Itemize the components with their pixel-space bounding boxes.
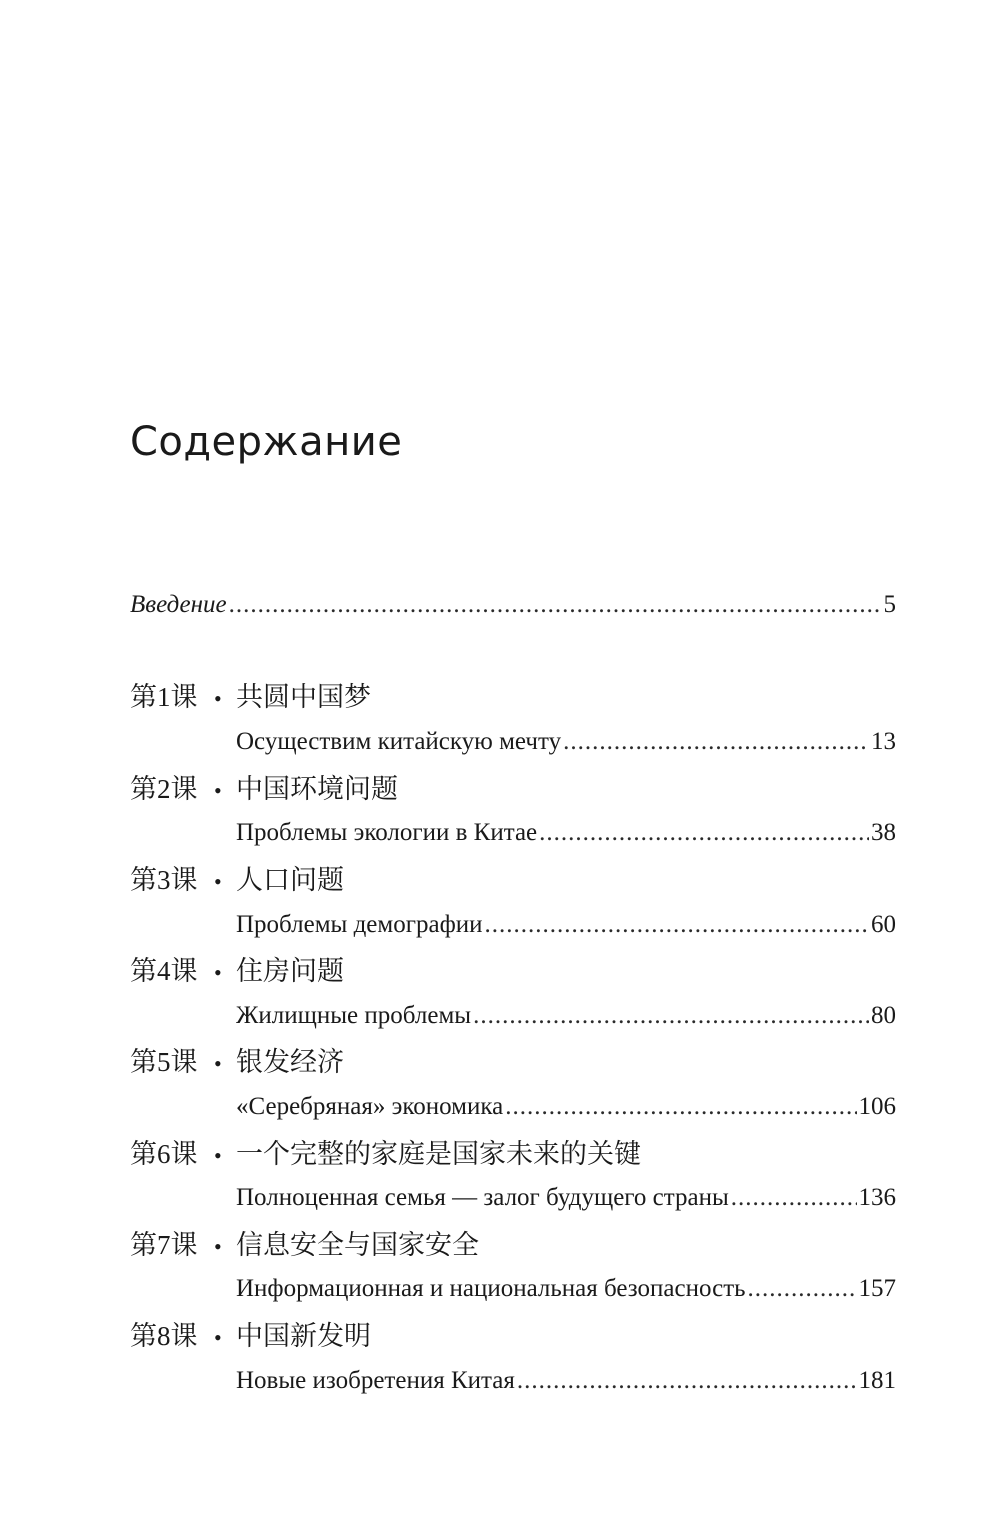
lesson-heading xyxy=(130,681,371,713)
lesson-title-zh: 一个完整的家庭是国家未来的关键 xyxy=(236,1139,641,1169)
bullet: • xyxy=(214,960,222,985)
page-number: 106 xyxy=(858,1093,896,1120)
lesson-title-ru: Проблемы экологии в Китае xyxy=(236,819,538,846)
bullet: • xyxy=(214,1143,222,1168)
bullet: • xyxy=(214,1234,222,1259)
dot-leader xyxy=(517,1366,857,1396)
lesson-heading xyxy=(130,1229,479,1261)
toc-entry-intro xyxy=(130,590,896,620)
lesson-number: 第4课 xyxy=(130,956,198,986)
lesson-title-ru: Полноценная семья — залог будущего страны xyxy=(236,1184,729,1211)
lesson-heading xyxy=(130,1320,371,1352)
dot-leader xyxy=(539,818,869,848)
toc-entry xyxy=(236,1092,896,1122)
lesson-number: 第1课 xyxy=(130,682,198,712)
dot-leader xyxy=(485,910,869,940)
lesson-title-zh: 中国环境问题 xyxy=(236,774,398,804)
lesson-number: 第2课 xyxy=(130,774,198,804)
lesson-heading xyxy=(130,773,398,805)
page-number: 5 xyxy=(883,591,896,618)
page-title: Содержание xyxy=(130,419,403,465)
bullet: • xyxy=(214,686,222,711)
toc-entry xyxy=(236,1274,896,1304)
lesson-title-ru: Информационная и национальная безопасность xyxy=(236,1275,746,1302)
lesson-title-ru: «Серебряная» экономика xyxy=(236,1093,504,1120)
toc-entry xyxy=(236,1001,896,1031)
lesson-title-zh: 信息安全与国家安全 xyxy=(236,1230,479,1260)
lesson-title-zh: 住房问题 xyxy=(236,956,344,986)
toc-entry xyxy=(236,727,896,757)
dot-leader xyxy=(473,1001,869,1031)
lesson-number: 第8课 xyxy=(130,1321,198,1351)
lesson-number: 第3课 xyxy=(130,865,198,895)
lesson-heading xyxy=(130,955,344,987)
dot-leader xyxy=(731,1183,857,1213)
dot-leader xyxy=(505,1092,856,1122)
page-number: 38 xyxy=(871,819,896,846)
lesson-title-zh: 中国新发明 xyxy=(236,1321,371,1351)
toc-entry xyxy=(236,1183,896,1213)
lesson-title-ru: Осуществим китайскую мечту xyxy=(236,728,562,755)
lesson-title-zh: 人口问题 xyxy=(236,865,344,895)
lesson-title-zh: 共圆中国梦 xyxy=(236,682,371,712)
toc-entry xyxy=(236,1366,896,1396)
bullet: • xyxy=(214,1325,222,1350)
page-number: 136 xyxy=(858,1184,896,1211)
bullet: • xyxy=(214,869,222,894)
lesson-title-ru: Новые изобретения Китая xyxy=(236,1367,515,1394)
page-number: 181 xyxy=(858,1367,896,1394)
toc-entry xyxy=(236,818,896,848)
toc-entry-label: Введение xyxy=(130,591,227,618)
page-number: 60 xyxy=(871,911,896,938)
dot-leader xyxy=(563,727,869,757)
dot-leader xyxy=(748,1274,857,1304)
lesson-heading xyxy=(130,864,344,896)
toc-entry xyxy=(236,910,896,940)
lesson-heading xyxy=(130,1046,344,1078)
bullet: • xyxy=(214,778,222,803)
page-number: 80 xyxy=(871,1002,896,1029)
dot-leader xyxy=(229,590,882,620)
bullet: • xyxy=(214,1051,222,1076)
page-number: 157 xyxy=(858,1275,896,1302)
lesson-number: 第6课 xyxy=(130,1139,198,1169)
lesson-title-zh: 银发经济 xyxy=(236,1047,344,1077)
lesson-title-ru: Жилищные проблемы xyxy=(236,1002,472,1029)
page-number: 13 xyxy=(871,728,896,755)
lesson-number: 第7课 xyxy=(130,1230,198,1260)
lesson-title-ru: Проблемы демографии xyxy=(236,911,483,938)
lesson-heading xyxy=(130,1138,641,1170)
lesson-number: 第5课 xyxy=(130,1047,198,1077)
